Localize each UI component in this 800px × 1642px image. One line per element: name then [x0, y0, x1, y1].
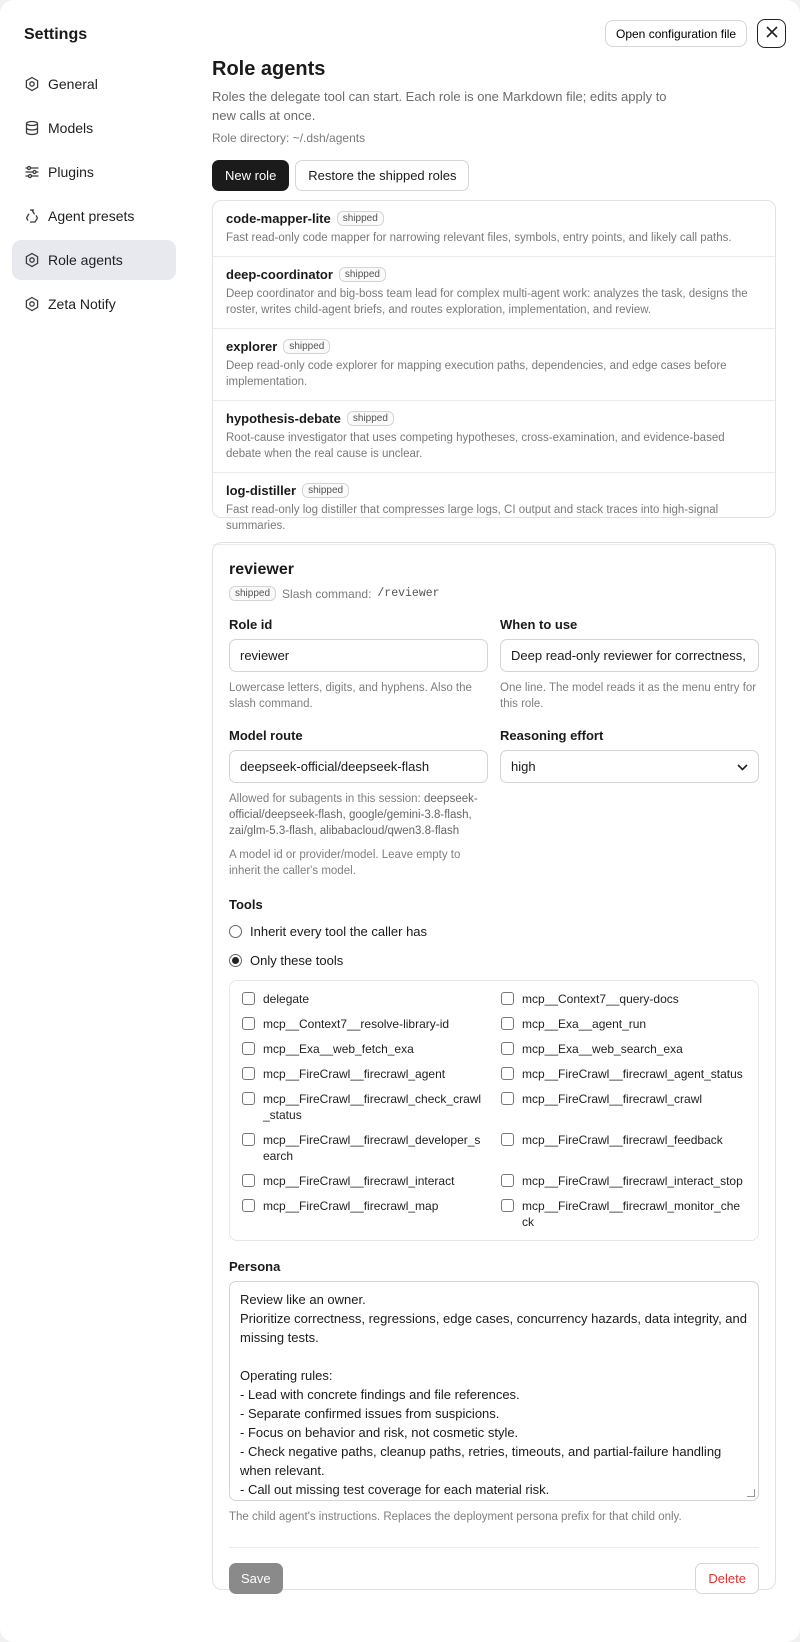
- database-icon: [24, 120, 40, 136]
- checkbox[interactable]: [242, 1199, 255, 1212]
- role-id-label: Role id: [229, 617, 273, 632]
- reasoning-effort-label: Reasoning effort: [500, 728, 604, 743]
- role-name: log-distiller: [226, 483, 297, 498]
- tools-inherit-option[interactable]: [229, 924, 759, 939]
- model-route-input[interactable]: [229, 750, 488, 783]
- tool-name: delegate: [263, 992, 310, 1006]
- tool-checkbox-item[interactable]: [501, 1041, 746, 1057]
- when-to-use-input[interactable]: [500, 639, 759, 672]
- model-route-label: Model route: [229, 728, 303, 743]
- sidebar-item-role-agents[interactable]: [12, 240, 176, 280]
- tool-checkbox-item[interactable]: [501, 1066, 746, 1082]
- status-badge: shipped: [337, 211, 384, 226]
- sidebar-item-label: Plugins: [48, 164, 94, 180]
- checkbox[interactable]: [501, 1017, 514, 1030]
- role-description: Fast read-only code mapper for narrowing relevant files, symbols, entry points, and likely call paths.: [226, 232, 732, 244]
- tool-checkbox-item[interactable]: [501, 1132, 746, 1164]
- reasoning-effort-select[interactable]: [500, 750, 759, 783]
- sidebar-item-general[interactable]: [12, 64, 176, 104]
- sidebar-item-agent-presets[interactable]: [12, 196, 176, 236]
- persona-line: - Separate confirmed issues from suspicions.: [240, 1406, 500, 1421]
- role-name: hypothesis-debate: [226, 411, 341, 426]
- main-panel: [212, 58, 776, 532]
- checkbox[interactable]: [242, 1174, 255, 1187]
- when-to-use-label: When to use: [500, 617, 578, 632]
- checkbox[interactable]: [501, 1133, 514, 1146]
- tool-checkbox-item[interactable]: [501, 1198, 746, 1230]
- tool-checkbox-item[interactable]: [242, 1198, 487, 1230]
- persona-line: - Check negative paths, cleanup paths, retries, timeouts, and partial-failure handling when relevant.: [240, 1444, 725, 1478]
- checkbox[interactable]: [501, 1199, 514, 1212]
- reasoning-effort-value: high: [511, 759, 536, 774]
- role-editor: [212, 542, 776, 1590]
- gear-icon: [24, 76, 40, 92]
- tools-inherit-label: Inherit every tool the caller has: [250, 924, 428, 939]
- persona-line: [240, 1347, 748, 1366]
- close-icon: [765, 25, 779, 42]
- tools-label: Tools: [229, 897, 263, 912]
- checkbox[interactable]: [501, 1042, 514, 1055]
- checkbox[interactable]: [501, 1092, 514, 1105]
- sidebar-item-zeta-notify[interactable]: [12, 284, 176, 324]
- sidebar: [12, 20, 176, 328]
- persona-line: - Call out missing test coverage for each material risk.: [240, 1482, 550, 1497]
- tool-name: mcp__FireCrawl__firecrawl_agent_status: [522, 1067, 743, 1081]
- sidebar-title: Settings: [24, 26, 88, 43]
- checkbox[interactable]: [242, 1067, 255, 1080]
- tool-name: mcp__Context7__resolve-library-id: [263, 1017, 450, 1031]
- tool-name: mcp__FireCrawl__firecrawl_check_crawl_status: [263, 1092, 482, 1122]
- list-item[interactable]: [213, 257, 775, 329]
- checkbox[interactable]: [242, 1042, 255, 1055]
- role-list[interactable]: [212, 200, 776, 532]
- checkbox[interactable]: [242, 1133, 255, 1146]
- persona-line: Review like an owner.: [240, 1292, 366, 1307]
- role-directory: Role directory: ~/.dsh/agents: [212, 131, 366, 145]
- tool-name: mcp__Exa__agent_run: [522, 1017, 647, 1031]
- sliders-icon: [24, 164, 40, 180]
- sidebar-item-plugins[interactable]: [12, 152, 176, 192]
- open-config-button[interactable]: Open configuration file: [605, 20, 747, 47]
- role-name: code-mapper-lite: [226, 211, 331, 226]
- tool-checkbox-item[interactable]: [242, 1173, 487, 1189]
- role-description: Root-cause investigator that uses competing hypotheses, cross-examination, and evidence-based debate when the real cause is unclear.: [226, 432, 725, 460]
- tool-name: mcp__FireCrawl__firecrawl_interact_stop: [522, 1174, 743, 1188]
- tool-name: mcp__FireCrawl__firecrawl_agent: [263, 1067, 446, 1081]
- persona-label: Persona: [229, 1259, 281, 1274]
- role-description: Deep read-only code explorer for mapping execution paths, dependencies, and edge cases before implementation.: [226, 360, 727, 388]
- model-allowed-prefix: Allowed for subagents in this session:: [229, 793, 421, 805]
- list-item[interactable]: [213, 201, 775, 257]
- tool-name: mcp__FireCrawl__firecrawl_monitor_check: [522, 1199, 741, 1229]
- tool-name: mcp__FireCrawl__firecrawl_feedback: [522, 1133, 723, 1147]
- persona-hint: The child agent's instructions. Replaces the deployment persona prefix for that child only.: [229, 1511, 682, 1523]
- page-title: Role agents: [212, 58, 326, 80]
- tool-checkbox-item[interactable]: [242, 1016, 487, 1032]
- radio-button[interactable]: [229, 925, 242, 938]
- new-role-button[interactable]: New role: [212, 160, 289, 191]
- list-item[interactable]: [213, 473, 775, 545]
- tool-name: mcp__FireCrawl__firecrawl_map: [263, 1199, 439, 1213]
- checkbox[interactable]: [501, 992, 514, 1005]
- tool-checkbox-item[interactable]: [501, 1173, 746, 1189]
- role-name: deep-coordinator: [226, 267, 333, 282]
- sidebar-item-label: General: [48, 76, 98, 92]
- tool-name: mcp__Exa__web_search_exa: [522, 1042, 683, 1056]
- list-item[interactable]: [213, 329, 775, 401]
- model-route-hint: A model id or provider/model. Leave empty to inherit the caller's model.: [229, 849, 461, 877]
- slash-command-value: /reviewer: [377, 587, 440, 600]
- tool-checkbox-item[interactable]: [242, 991, 487, 1007]
- sidebar-item-label: Agent presets: [48, 208, 135, 224]
- sidebar-item-models[interactable]: [12, 108, 176, 148]
- status-badge: shipped: [283, 339, 330, 354]
- status-badge: shipped: [339, 267, 386, 282]
- tool-checkbox-item[interactable]: [242, 1132, 487, 1164]
- tool-checkbox-item[interactable]: [501, 991, 746, 1007]
- when-to-use-hint: One line. The model reads it as the menu entry for this role.: [500, 682, 757, 710]
- tool-name: mcp__Exa__web_fetch_exa: [263, 1042, 414, 1056]
- tool-checkbox-item[interactable]: [242, 1066, 487, 1082]
- tool-name: mcp__FireCrawl__firecrawl_developer_search: [263, 1133, 481, 1163]
- tool-name: mcp__FireCrawl__firecrawl_crawl: [522, 1092, 703, 1106]
- sidebar-item-label: Models: [48, 120, 94, 136]
- gear-icon: [24, 296, 40, 312]
- save-button[interactable]: Save: [229, 1563, 283, 1594]
- tools-only-option[interactable]: [229, 953, 759, 968]
- chevron-down-icon: [737, 759, 748, 774]
- status-badge: shipped: [347, 411, 394, 426]
- role-description: Fast read-only log distiller that compresses large logs, CI output and stack traces into high-signal summaries.: [226, 504, 719, 532]
- checkbox[interactable]: [242, 992, 255, 1005]
- model-allowed-list: deepseek-official/deepseek-flash, google/gemini-3.8-flash, zai/glm-5.3-flash, alibabacloud/qwen3.8-flash: [229, 793, 478, 837]
- resize-handle[interactable]: [747, 1489, 755, 1497]
- slash-command-label: Slash command:: [282, 586, 372, 601]
- tool-checkbox-item[interactable]: [242, 1041, 487, 1057]
- delete-button[interactable]: Delete: [695, 1563, 759, 1594]
- tool-name: mcp__FireCrawl__firecrawl_interact: [263, 1174, 455, 1188]
- tool-name: mcp__Context7__query-docs: [522, 992, 679, 1006]
- list-item[interactable]: [213, 401, 775, 473]
- sidebar-item-label: Zeta Notify: [48, 296, 116, 312]
- status-badge: shipped: [302, 483, 349, 498]
- sidebar-item-label: Role agents: [48, 252, 123, 268]
- gear-icon: [24, 252, 40, 268]
- status-badge: shipped: [229, 586, 276, 601]
- checkbox[interactable]: [242, 1017, 255, 1030]
- tools-only-label: Only these tools: [250, 953, 344, 968]
- page-description: Roles the delegate tool can start. Each role is one Markdown file; edits apply to new calls at once.: [212, 89, 667, 123]
- persona-line: Prioritize correctness, regressions, edge cases, concurrency hazards, data integrity, and missing tests.: [240, 1311, 751, 1345]
- model-allowed-hint: [229, 791, 488, 839]
- editor-title: reviewer: [229, 561, 294, 578]
- tool-checkbox-item[interactable]: [501, 1091, 746, 1123]
- radio-button[interactable]: [229, 954, 242, 967]
- restore-shipped-roles-button[interactable]: Restore the shipped roles: [295, 160, 469, 191]
- role-name: explorer: [226, 339, 278, 354]
- role-description: Deep coordinator and big-boss team lead for complex multi-agent work: analyzes the task, designs the roster, writes child-agent briefs, and routes exploration, implementation, and review.: [226, 288, 748, 316]
- close-button[interactable]: [757, 19, 786, 48]
- role-id-hint: Lowercase letters, digits, and hyphens. Also the slash command.: [229, 682, 472, 710]
- persona-line: - Focus on behavior and risk, not cosmetic style.: [240, 1425, 519, 1440]
- checkbox[interactable]: [501, 1174, 514, 1187]
- persona-line: - Lead with concrete findings and file references.: [240, 1387, 520, 1402]
- persona-textarea[interactable]: [229, 1281, 759, 1501]
- persona-line: Operating rules:: [240, 1368, 333, 1383]
- checkbox[interactable]: [501, 1067, 514, 1080]
- recycle-icon: [24, 208, 40, 224]
- checkbox[interactable]: [242, 1092, 255, 1105]
- tool-checkbox-item[interactable]: [242, 1091, 487, 1123]
- tool-checklist: [229, 980, 759, 1241]
- role-id-input[interactable]: [229, 639, 488, 672]
- tool-checkbox-item[interactable]: [501, 1016, 746, 1032]
